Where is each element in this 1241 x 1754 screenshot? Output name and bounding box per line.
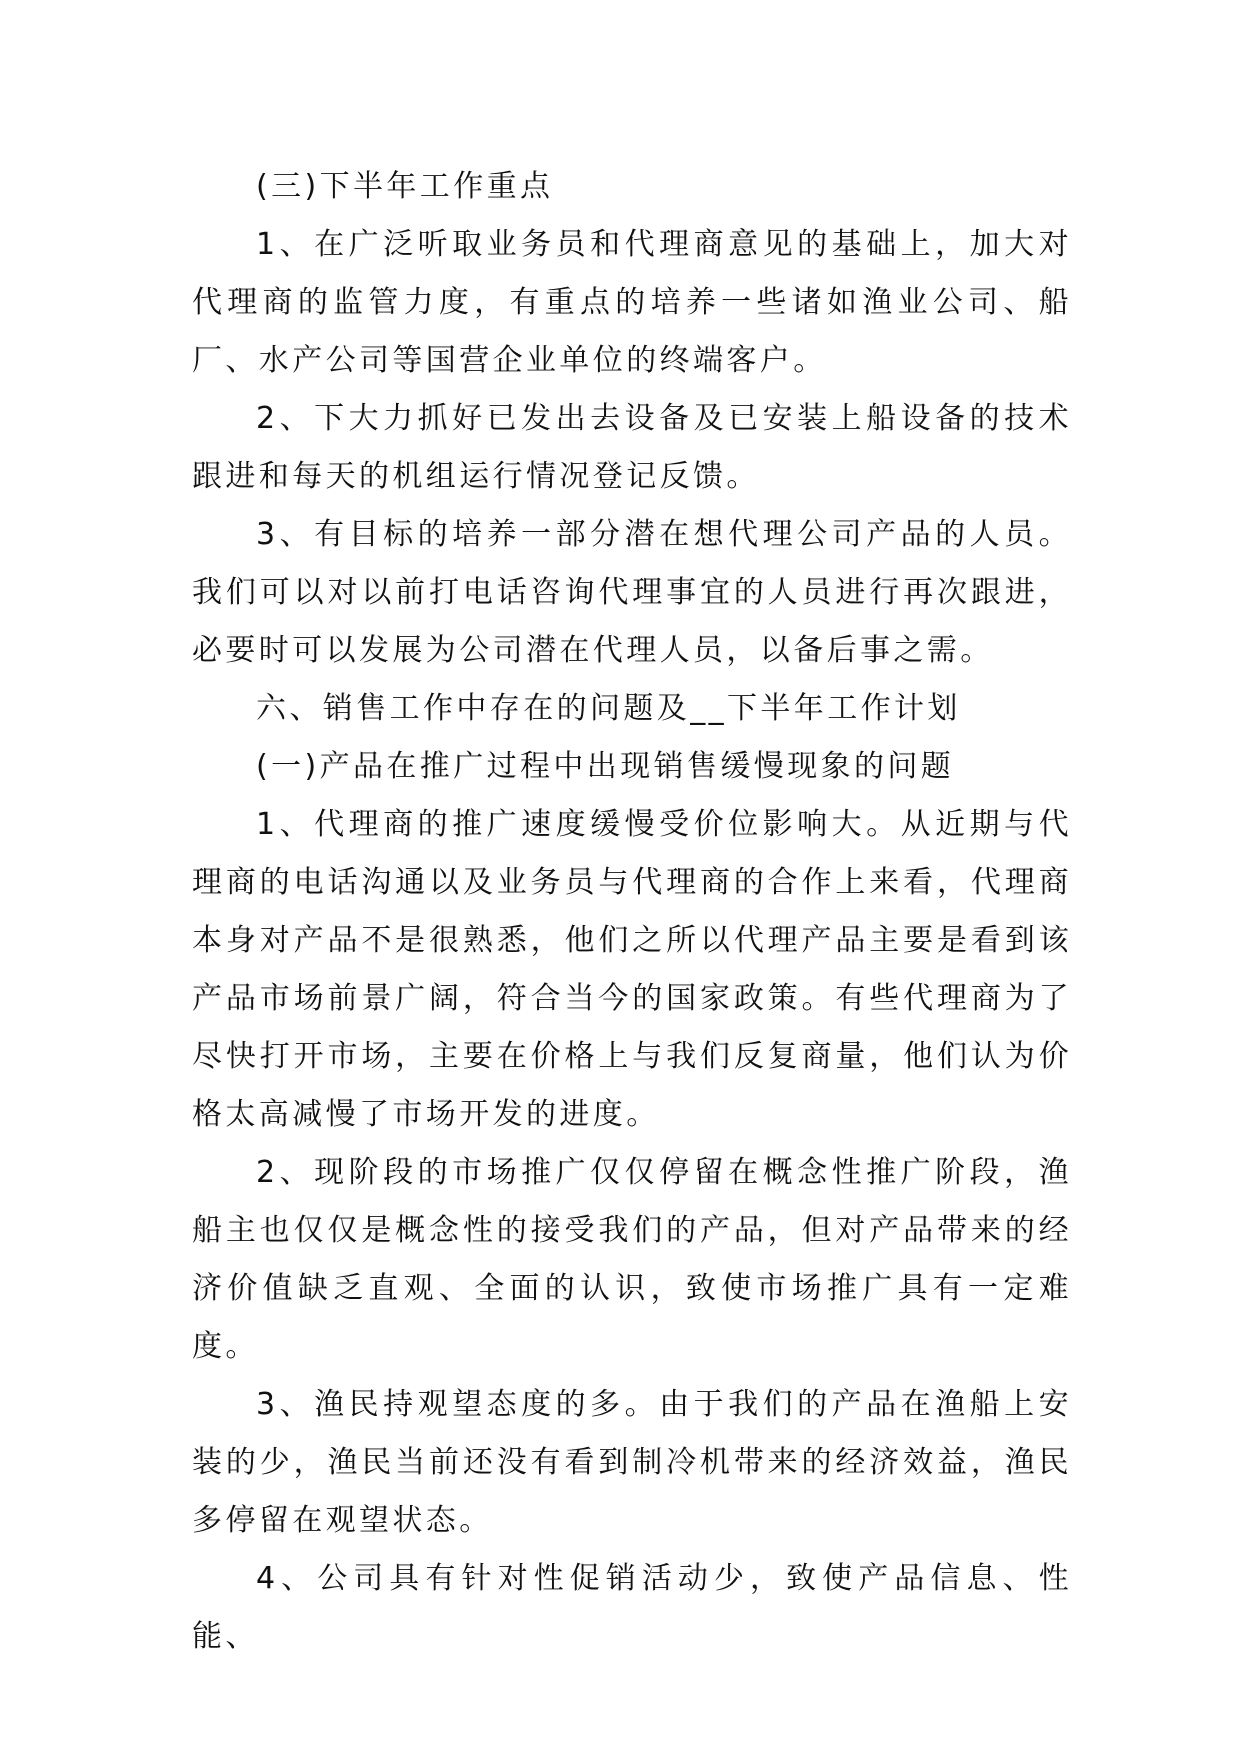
paragraph-problem-3-wait-and-see: 3、渔民持观望态度的多。由于我们的产品在渔船上安装的少，渔民当前还没有看到制冷机带来的经济效益，渔民多停留在观望状态。 — [192, 1387, 1072, 1538]
paragraph-section-3-heading: (三)下半年工作重点 — [256, 169, 554, 204]
paragraph-problem-1-pricing: 1、代理商的推广速度缓慢受价位影响大。从近期与代理商的电话沟通以及业务员与代理商的合作上来看，代理商本身对产品不是很熟悉，他们之所以代理产品主要是看到该产品市场前景广阔，符合当今的国家政策。有些代理商为了尽快打开市场，主要在价格上与我们反复商量，他们认为价格太高减慢了市场开发的进度。 — [192, 807, 1072, 1132]
paragraph-problem-2-concept: 2、现阶段的市场推广仅仅停留在概念性推广阶段，渔船主也仅仅是概念性的接受我们的产品，但对产品带来的经济价值缺乏直观、全面的认识，致使市场推广具有一定难度。 — [192, 1155, 1072, 1364]
paragraph-subsection-1-heading: (一)产品在推广过程中出现销售缓慢现象的问题 — [256, 749, 955, 784]
paragraph-item-2-tracking: 2、下大力抓好已发出去设备及已安装上船设备的技术跟进和每天的机组运行情况登记反馈。 — [192, 401, 1072, 494]
document-body — [192, 158, 1072, 1666]
paragraph-item-3-potential-agents: 3、有目标的培养一部分潜在想代理公司产品的人员。我们可以对以前打电话咨询代理事宜的人员进行再次跟进，必要时可以发展为公司潜在代理人员，以备后事之需。 — [192, 517, 1072, 668]
paragraph-section-6-heading: 六、销售工作中存在的问题及__下半年工作计划 — [256, 691, 961, 726]
paragraph-problem-4-promotion: 4、公司具有针对性促销活动少，致使产品信息、性能、 — [192, 1561, 1072, 1654]
paragraph-item-1-supervision: 1、在广泛听取业务员和代理商意见的基础上，加大对代理商的监管力度，有重点的培养一些诸如渔业公司、船厂、水产公司等国营企业单位的终端客户。 — [192, 227, 1072, 378]
